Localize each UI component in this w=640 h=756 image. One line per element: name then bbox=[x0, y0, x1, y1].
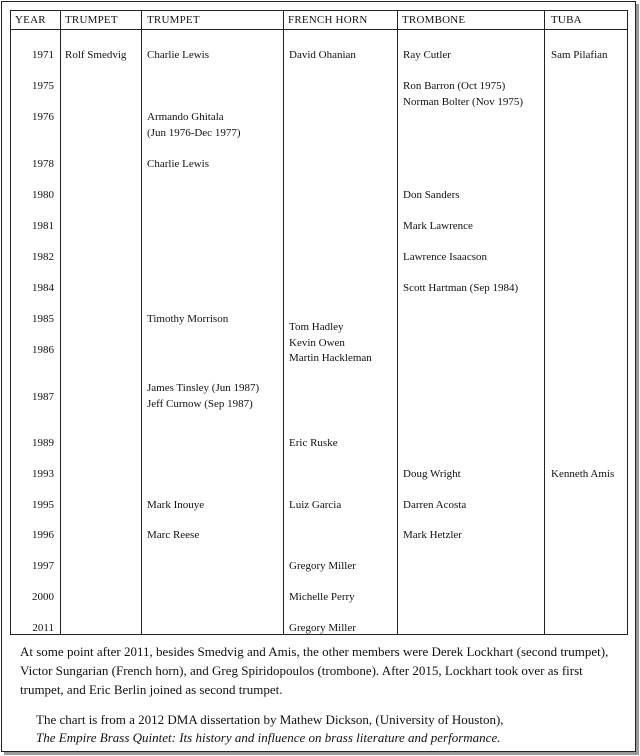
page-frame bbox=[1, 1, 636, 752]
cell-trombone: Scott Hartman (Sep 1984) bbox=[403, 282, 519, 294]
cell-trumpet-2: Timothy Morrison bbox=[147, 313, 229, 325]
year-cell: 1989 bbox=[32, 437, 54, 449]
year-cell: 1993 bbox=[32, 468, 54, 480]
year-cell: 1986 bbox=[32, 344, 54, 356]
year-cell: 2000 bbox=[32, 591, 54, 603]
header-year: YEAR bbox=[15, 14, 46, 26]
cell-trombone: Lawrence Isaacson bbox=[403, 251, 487, 263]
header-french-horn: FRENCH HORN bbox=[288, 14, 368, 26]
cell-trombone: Don Sanders bbox=[403, 189, 460, 201]
cell-tuba: Sam Pilafian bbox=[551, 49, 608, 61]
year-cell: 1996 bbox=[32, 529, 54, 541]
roster-table bbox=[10, 10, 628, 635]
cell-trombone: Mark Lawrence bbox=[403, 220, 473, 232]
year-cell: 1995 bbox=[32, 499, 54, 511]
cell-trumpet-2: Armando Ghitala bbox=[147, 111, 224, 123]
cell-french-horn: Martin Hackleman bbox=[289, 352, 372, 364]
cell-trumpet-2: Mark Inouye bbox=[147, 499, 205, 511]
cell-trumpet-2: (Jun 1976-Dec 1977) bbox=[147, 126, 241, 139]
cell-french-horn: Tom Hadley bbox=[289, 321, 344, 333]
cell-trumpet-2: Charlie Lewis bbox=[147, 49, 210, 61]
cell-trumpet-2: Marc Reese bbox=[147, 529, 200, 541]
cell-trombone: Ron Barron (Oct 1975) bbox=[403, 80, 506, 92]
header-tuba: TUBA bbox=[551, 14, 582, 26]
header-divider bbox=[11, 29, 627, 30]
cell-tuba: Kenneth Amis bbox=[551, 468, 615, 480]
column-divider bbox=[283, 11, 284, 634]
column-divider bbox=[544, 11, 545, 634]
year-cell: 1978 bbox=[32, 158, 54, 170]
cell-trumpet-2: Charlie Lewis bbox=[147, 158, 210, 170]
column-divider bbox=[141, 11, 142, 634]
year-cell: 1997 bbox=[32, 560, 54, 572]
year-cell: 1984 bbox=[32, 282, 54, 294]
cell-trombone: Mark Hetzler bbox=[403, 529, 462, 541]
cell-trumpet-1: Rolf Smedvig bbox=[65, 49, 127, 61]
cell-trombone: Doug Wright bbox=[403, 468, 461, 480]
cell-french-horn: Michelle Perry bbox=[289, 591, 355, 603]
year-cell: 2011 bbox=[32, 622, 54, 634]
cell-french-horn: Kevin Owen bbox=[289, 336, 345, 349]
cell-trombone: Ray Cutler bbox=[403, 49, 451, 61]
header-trumpet-2: TRUMPET bbox=[147, 14, 200, 26]
cell-french-horn: Eric Ruske bbox=[289, 437, 338, 449]
cell-trumpet-2: James Tinsley (Jun 1987) bbox=[147, 382, 260, 394]
year-cell: 1975 bbox=[32, 80, 54, 92]
cell-french-horn: Luiz Garcia bbox=[289, 499, 342, 511]
column-divider bbox=[397, 11, 398, 634]
year-cell: 1976 bbox=[32, 111, 54, 123]
cell-french-horn: Gregory Miller bbox=[289, 560, 356, 572]
year-cell: 1987 bbox=[32, 391, 54, 403]
source-title: The Empire Brass Quintet: Its history and influence on brass literature and performance. bbox=[36, 730, 501, 745]
year-cell: 1985 bbox=[32, 313, 54, 325]
year-cell: 1982 bbox=[32, 251, 54, 263]
year-cell: 1971 bbox=[32, 49, 54, 61]
header-trombone: TROMBONE bbox=[402, 14, 466, 26]
cell-french-horn: David Ohanian bbox=[289, 49, 356, 61]
source-text: The chart is from a 2012 DMA dissertation by Mathew Dickson, (University of Houston), bbox=[36, 712, 504, 727]
header-trumpet-1: TRUMPET bbox=[65, 14, 118, 26]
members-note: At some point after 2011, besides Smedvig and Amis, the other members were Derek Lockhart (second trumpet), Victor Sungarian (French horn), and Greg Spiridopoulos (trombone). After 2015, Lockhart took over as first trumpet, and Eric Berlin joined as second trumpet. bbox=[20, 644, 609, 697]
year-cell: 1980 bbox=[32, 189, 54, 201]
cell-trumpet-2: Jeff Curnow (Sep 1987) bbox=[147, 397, 253, 410]
source-note bbox=[36, 711, 616, 747]
cell-french-horn: Gregory Miller bbox=[289, 622, 356, 634]
year-cell: 1981 bbox=[32, 220, 54, 232]
cell-trombone: Norman Bolter (Nov 1975) bbox=[403, 95, 524, 108]
cell-trombone: Darren Acosta bbox=[403, 499, 467, 511]
column-divider bbox=[60, 11, 61, 634]
